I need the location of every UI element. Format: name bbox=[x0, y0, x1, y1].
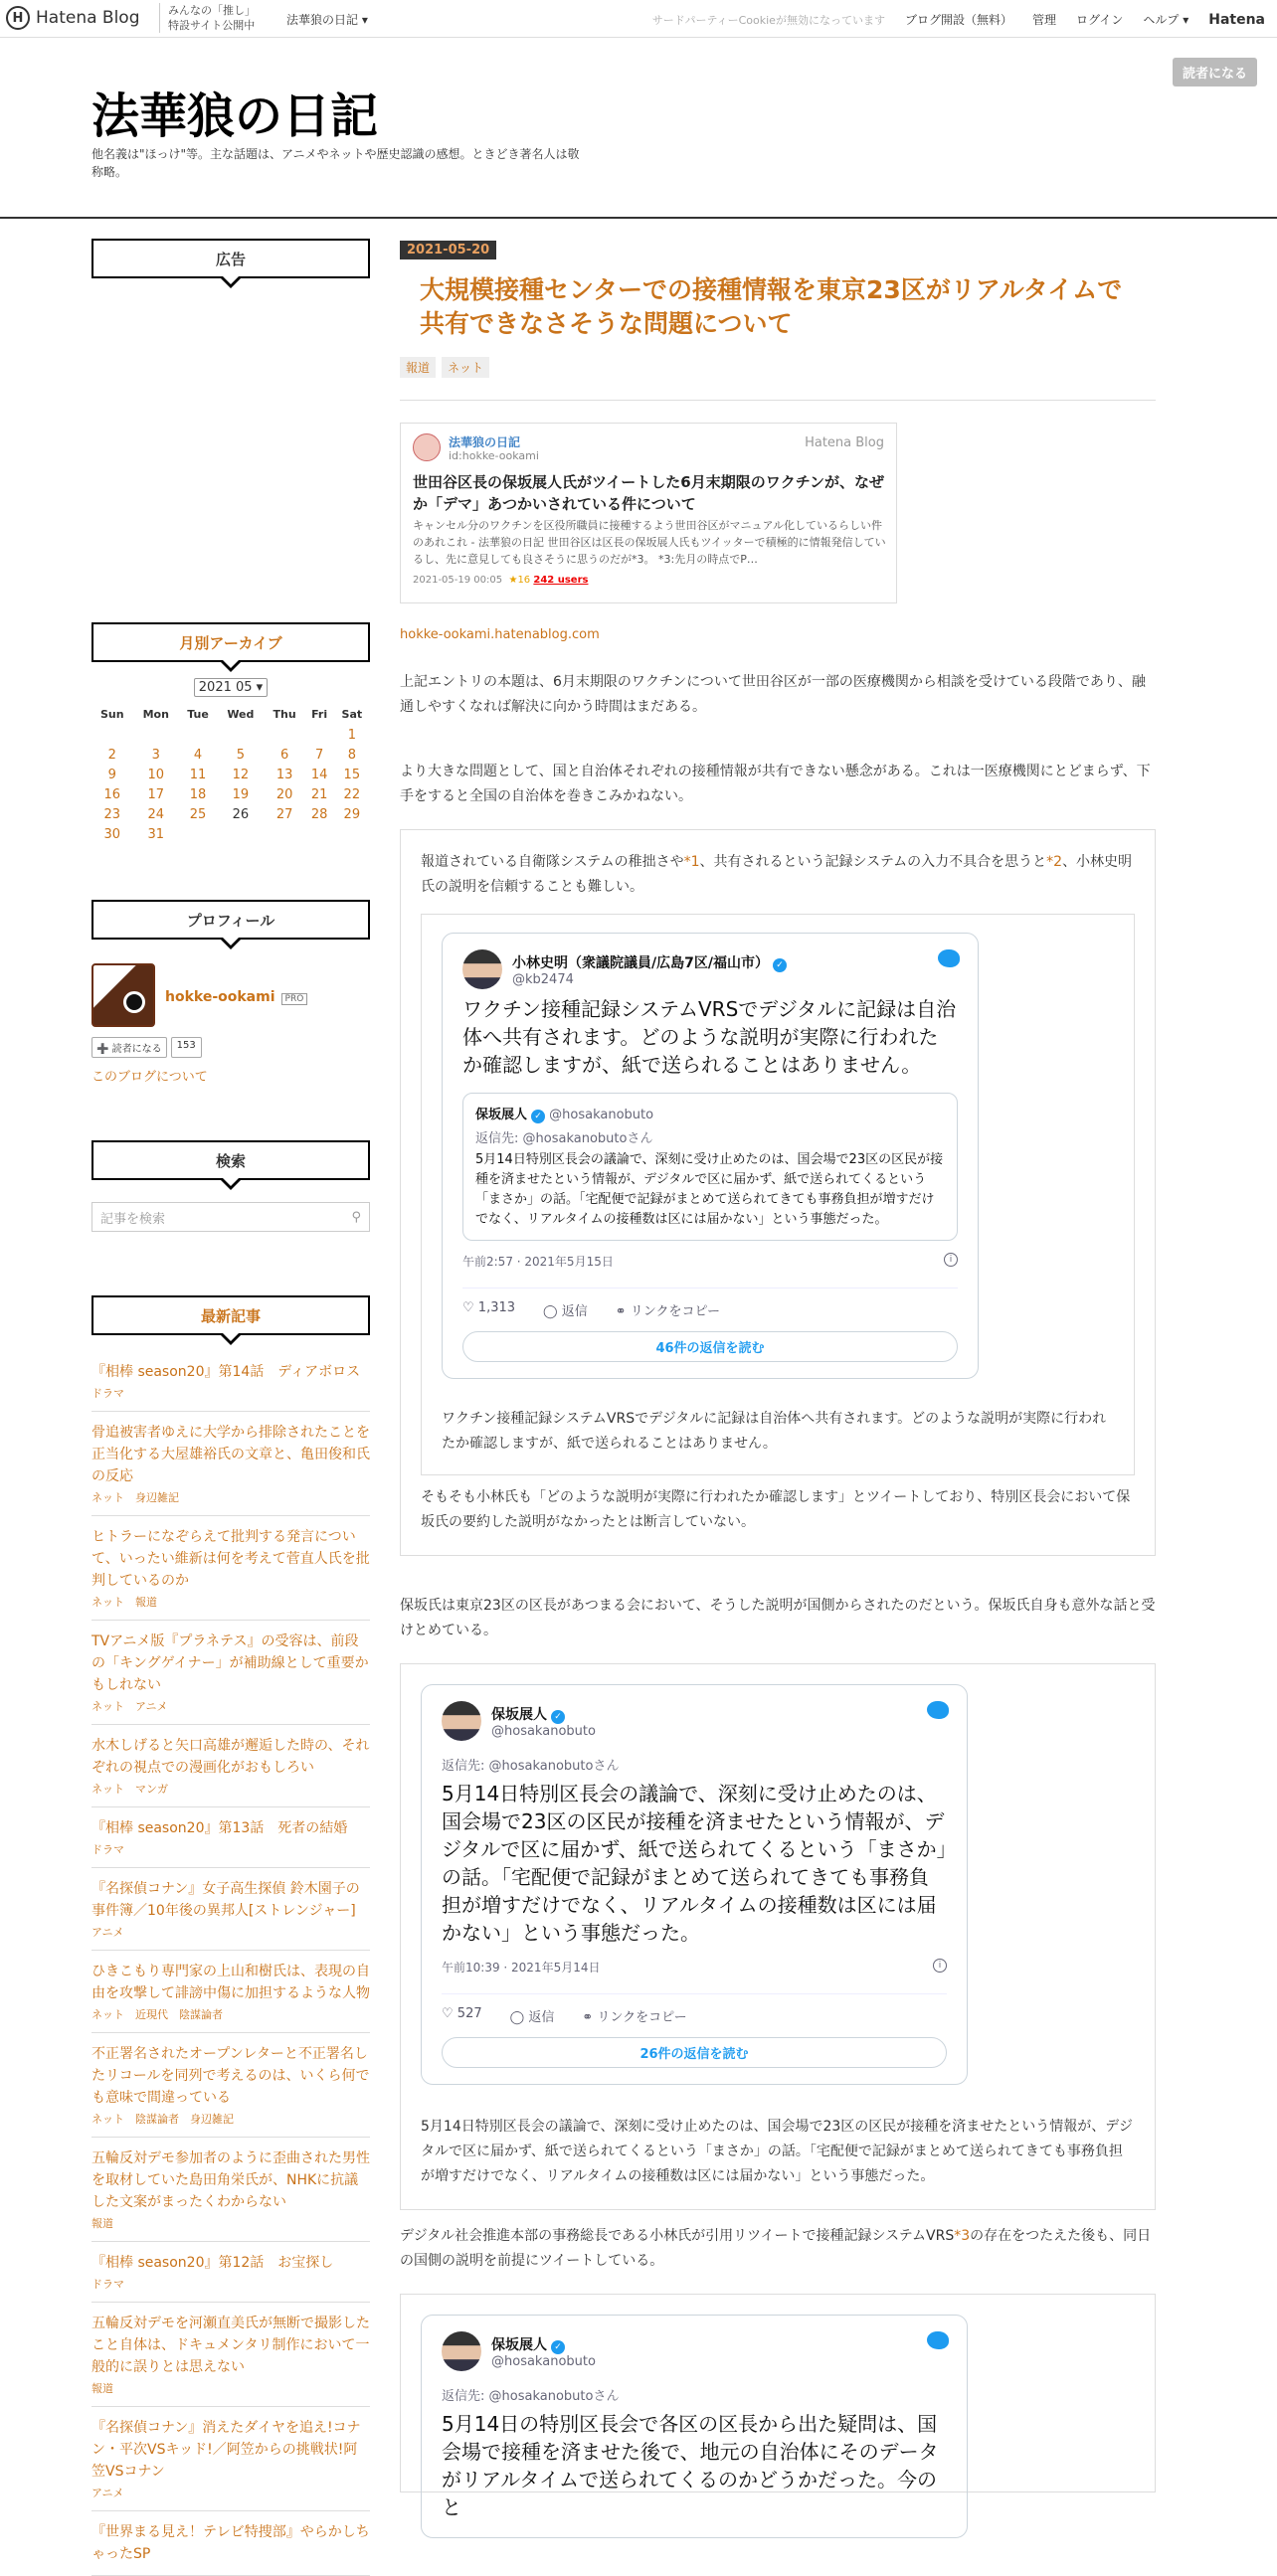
entry-title[interactable]: 大規模接種センターでの接種情報を東京23区がリアルタイムで共有できなさそうな問題について bbox=[420, 275, 1123, 338]
entry bbox=[400, 239, 1156, 2519]
recent-entry-title[interactable]: 不正署名されたオープンレターと不正署名したリコールを同列で考えるのは、いくら何でも意味で間違っている bbox=[91, 2046, 370, 2106]
category-tag[interactable]: 報道 bbox=[400, 357, 436, 378]
recent-entry-categories[interactable]: ネット マンガ bbox=[91, 1783, 168, 1796]
calendar-day[interactable]: 2 bbox=[107, 747, 116, 763]
avatar[interactable] bbox=[442, 2331, 481, 2371]
cookie-notice: サードパーティーCookieが無効になっています bbox=[651, 13, 885, 27]
recent-entry-title[interactable]: 五輪反対デモ参加者のように歪曲された男性を取材していた島田角栄氏が、NHKに抗議した文案がまったくわからない bbox=[91, 2150, 370, 2210]
twitter-bird-icon[interactable] bbox=[927, 2331, 949, 2349]
recent-entry-categories[interactable]: ドラマ bbox=[91, 1387, 124, 1400]
verified-icon: ✓ bbox=[531, 1110, 545, 1123]
tweet-timestamp[interactable]: 午前2:57 · 2021年5月15日 bbox=[462, 1255, 614, 1269]
calendar-day[interactable]: 29 bbox=[343, 806, 361, 822]
recent-entry bbox=[91, 2033, 370, 2138]
paragraph: より大きな問題として、国と自治体それぞれの接種情報が共有できない懸念がある。これは一医療機関にとどまらず、下手をすると全国の自治体を巻きこみかねない。 bbox=[400, 764, 1151, 804]
profile-module-title: プロフィール bbox=[91, 900, 370, 940]
card-title: 世田谷区長の保坂展人氏がツイートした6月末期限のワクチンが、なぜか「デマ」あつかいされている件について bbox=[413, 473, 884, 513]
quoted-tweet[interactable]: 保坂展人 ✓ @hosakanobuto 返信先: @hosakanobutoさん 5月14日特別区長会の議論で、深刻に受け止めたのは、国会場で23区の区民が接種を済ませたという情報が、デジタルで区に届かず、紙で送られてくるという「まさか」の話。「宅配便で記録がまとめて送られてきても事務負担が増すだけでなく、リアルタイムの接種数は区には届かない」という事態だった。 bbox=[462, 1093, 958, 1241]
calendar-day[interactable]: 4 bbox=[193, 747, 203, 763]
calendar-day[interactable]: 21 bbox=[310, 786, 328, 802]
blockquote bbox=[400, 829, 1156, 1556]
recent-entry-categories[interactable]: ドラマ bbox=[91, 1843, 124, 1856]
embedded-blog-card[interactable]: 法華狼の日記 id:hokke-ookami Hatena Blog 世田谷区長の保坂展人氏がツイートした6月末期限のワクチンが、なぜか「デマ」あつかいされている件について キャンセル分のワクチンを区役所職員に接種するよう世田谷区がマニュアル化しているらしい件のあれこれ - 法華狼の日記 世田谷区は区長の保坂展人氏もツイッターで積極的に情報発信しているし、先に意見しても良さそうに思うのだが*3。 *3:先月の時点でP… 2021-05-19 00:05 ★16 242 users bbox=[400, 423, 897, 603]
card-domain-link[interactable]: hokke-ookami.hatenablog.com bbox=[400, 627, 600, 642]
entry-date[interactable]: 2021-05-20 bbox=[400, 241, 496, 259]
like-button[interactable]: ♡ 1,313 bbox=[462, 1300, 516, 1315]
follower-count: 153 bbox=[171, 1037, 202, 1058]
recent-entry bbox=[91, 2303, 370, 2407]
copy-link-button[interactable]: ⚭ リンクをコピー bbox=[615, 1304, 720, 1319]
quote-text: 報道されている自衛隊システムの稚拙さや*1、共有されるという記録システムの入力不具合を思うと*2、小林史明氏の説明を信頼することも難しい。 bbox=[421, 854, 1133, 895]
hatena-logo-icon: H bbox=[6, 6, 30, 30]
calendar-day[interactable]: 18 bbox=[189, 786, 207, 802]
calendar-day[interactable]: 5 bbox=[236, 747, 245, 763]
recent-entry-title[interactable]: TVアニメ版『プラネテス』の受容は、前段の「キングゲイナー」が補助線として重要かもしれない bbox=[91, 1633, 369, 1693]
calendar-day[interactable]: 22 bbox=[343, 786, 361, 802]
blog-header bbox=[0, 38, 1277, 219]
recent-entry bbox=[91, 1412, 370, 1516]
paragraph: デジタル社会推進本部の事務総長である小林氏が引用リツイートで接種記録システムVRS*3の存在をつたえた後も、同日の国側の説明を前提にツイートしている。 bbox=[400, 2228, 1152, 2269]
weekday-label: Sun bbox=[99, 707, 124, 721]
recent-entry-title[interactable]: ひきこもり専門家の上山和樹氏は、表現の自由を攻撃して誹謗中傷に加担するような人物 bbox=[91, 1964, 370, 2001]
recent-entry bbox=[91, 1868, 370, 1951]
calendar-day bbox=[179, 725, 217, 745]
read-replies-button[interactable]: 46件の返信を読む bbox=[462, 1331, 958, 1362]
tweet-caption: ワクチン接種記録システムVRSでデジタルに記録は自治体へ共有されます。どのような説明が実際に行われたか確認しますが、紙で送られることはありません。 bbox=[442, 1411, 1107, 1452]
recent-entry-title[interactable]: 『相棒 season20』第13話 死者の結婚 bbox=[91, 1820, 348, 1836]
calendar-day bbox=[265, 824, 305, 844]
calendar-day[interactable]: 30 bbox=[103, 826, 121, 842]
bookmark-users[interactable]: 242 users bbox=[533, 575, 589, 586]
recent-entry bbox=[91, 2242, 370, 2303]
recent-entry-categories[interactable]: ネット 近現代 陰謀論者 bbox=[91, 2008, 223, 2021]
search-icon[interactable]: ⚲ bbox=[351, 1209, 361, 1225]
tweet-timestamp[interactable]: 午前10:39 · 2021年5月14日 bbox=[442, 1961, 601, 1975]
calendar-day[interactable]: 14 bbox=[310, 767, 328, 782]
weekday-label: Fri bbox=[311, 707, 328, 721]
card-excerpt: キャンセル分のワクチンを区役所職員に接種するよう世田谷区がマニュアル化しているらしい件のあれこれ - 法華狼の日記 世田谷区は区長の保坂展人氏もツイッターで積極的に情報発信しているし、先に意見しても良さそうに思うのだが*3。 *3:先月の時点でP… bbox=[413, 519, 886, 566]
recent-entry bbox=[91, 1621, 370, 1725]
archive-module-title: 月別アーカイブ bbox=[91, 622, 370, 662]
embedded-tweet[interactable]: 小林史明（衆議院議員/広島7区/福山市） ✓ @kb2474 ワクチン接種記録システムVRSでデジタルに記録は自治体へ共有されます。どのような説明が実際に行われたか確認しますが、紙で送られることはありません。 保坂展人 ✓ @hosakanobuto 返信先: @hosakanobutoさん 5月14日特別区長会の議論で、深刻に受け止めたのは、国会場で23区の区民が接種を済ませたという情報が、デジタルで区に届かず、紙で送られてくるという「まさか」の話。「宅配便で記録がまとめて送られてきても事務負担が増すだけでなく、リアルタイムの接種数は区には届かない」という事態だった。 午前2:57 · 2021年5月15日 i ♡ 1,313 ◯ 返信 ⚭ リンクをコピー 46件の返信を読む bbox=[442, 933, 979, 1379]
quote-text: そもそも小林氏も「どのような説明が実際に行われたか確認します」とツイートしており、特別区長会において保坂氏の要約した説明がなかったとは断言していない。 bbox=[421, 1489, 1131, 1530]
calendar-day[interactable]: 6 bbox=[279, 747, 289, 763]
twitter-bird-icon[interactable] bbox=[938, 949, 960, 967]
calendar-day[interactable]: 27 bbox=[275, 806, 293, 822]
calendar-day[interactable]: 19 bbox=[232, 786, 250, 802]
calendar-day[interactable]: 13 bbox=[275, 767, 293, 782]
calendar-day bbox=[305, 824, 334, 844]
about-blog-link[interactable]: このブログについて bbox=[91, 1070, 208, 1085]
read-replies-button[interactable]: 26件の返信を読む bbox=[442, 2037, 947, 2068]
tweet-body: 5月14日の特別区長会で各区の区長から出た疑問は、国会場で接種を済ませた後で、地元の自治体にそのデータがリアルタイムで送られてくるのかどうかだった。今のと bbox=[442, 2412, 939, 2519]
nested-quote bbox=[421, 914, 1135, 1475]
calendar-day[interactable]: 16 bbox=[103, 786, 121, 802]
calendar-day[interactable]: 20 bbox=[275, 786, 293, 802]
calendar-day bbox=[179, 824, 217, 844]
recent-entry-title[interactable]: 水木しげると矢口高雄が邂逅した時の、それぞれの視点での漫画化がおもしろい bbox=[91, 1738, 370, 1776]
calendar-day bbox=[334, 824, 370, 844]
reply-button[interactable]: ◯ 返信 bbox=[509, 2010, 555, 2025]
calendar-day bbox=[217, 824, 265, 844]
archive-month-select[interactable]: 2021 05 ▾ bbox=[194, 678, 268, 697]
recent-entry-title[interactable]: 『世界まる見え！テレビ特捜部』やらかしちゃったSP bbox=[91, 2524, 370, 2562]
profile-avatar[interactable] bbox=[91, 963, 155, 1027]
footnote-link[interactable]: *2 bbox=[1046, 854, 1063, 870]
blog-description: 他名義は"ほっけ"等。主な話題は、アニメやネットや歴史認識の感想。ときどき著名人は敬称略。 bbox=[91, 147, 580, 179]
recent-module-title: 最新記事 bbox=[91, 1295, 370, 1335]
recent-entry-title[interactable]: 五輪反対デモを河瀬直美氏が無断で撮影したこと自体は、ドキュメンタリ制作において一般的に誤りとは思えない bbox=[91, 2316, 370, 2375]
recent-entry bbox=[91, 1516, 370, 1621]
calendar-day[interactable]: 3 bbox=[151, 747, 160, 763]
paragraph: 上記エントリの本題は、6月末期限のワクチンについて世田谷区が一部の医療機関から相談を受けている段階であり、融通しやすくなれば解決に向かう時間はまだある。 bbox=[400, 674, 1146, 715]
hatena-link[interactable]: Hatena bbox=[1208, 11, 1265, 28]
sidebar bbox=[91, 239, 370, 2576]
recent-entry-categories[interactable]: 報道 bbox=[91, 2217, 113, 2230]
calendar-day[interactable]: 31 bbox=[147, 826, 165, 842]
search-module-title: 検索 bbox=[91, 1140, 370, 1180]
start-blog-link[interactable]: ブログ開設（無料） bbox=[904, 13, 1012, 27]
recent-entry-categories[interactable]: ネット 身辺雑記 bbox=[91, 1491, 179, 1504]
hatena-blog-logo[interactable]: H Hatena Blog bbox=[6, 6, 140, 30]
calendar-day bbox=[91, 725, 133, 745]
blog-avatar-icon bbox=[413, 433, 441, 461]
tweet-body: 5月14日特別区長会の議論で、深刻に受け止めたのは、国会場で23区の区民が接種を済ませたという情報が、デジタルで区に届かず、紙で送られてくるという「まさか」の話。「宅配便で記録がまとめて送られてきても事務負担が増すだけでなく、リアルタイムの接種数は区には届かない」という事態だった。 bbox=[442, 1782, 947, 1945]
weekday-label: Thu bbox=[273, 707, 296, 721]
recent-entry-categories[interactable]: アニメ bbox=[91, 2487, 124, 2499]
embedded-tweet[interactable]: 保坂展人 ✓ @hosakanobuto 返信先: @hosakanobutoさん 5月14日の特別区長会で各区の区長から出た疑問は、国会場で接種を済ませた後で、地元の自治体にそのデータがリアルタイムで送られてくるのかどうかだった。今のと bbox=[421, 2315, 968, 2538]
recent-entry-title[interactable]: ヒトラーになぞらえて批判する発言について、いったい維新は何を考えて菅直人氏を批判しているのか bbox=[91, 1529, 370, 1589]
reply-button[interactable]: ◯ 返信 bbox=[543, 1304, 588, 1319]
calendar-day: 26 bbox=[232, 806, 250, 822]
recent-entry bbox=[91, 2138, 370, 2242]
recent-entry bbox=[91, 1725, 370, 1807]
footnote-link[interactable]: *3 bbox=[954, 2228, 971, 2244]
calendar-day[interactable]: 8 bbox=[347, 747, 356, 763]
ad-module-title: 広告 bbox=[91, 239, 370, 278]
recent-entry-categories[interactable]: ネット 陰謀論者 身辺雑記 bbox=[91, 2113, 234, 2126]
blockquote bbox=[400, 2294, 1156, 2519]
star-count: ★16 bbox=[508, 575, 531, 586]
weekday-label: Sat bbox=[341, 707, 363, 721]
embedded-tweet[interactable]: 保坂展人 ✓ @hosakanobuto 返信先: @hosakanobutoさん 5月14日特別区長会の議論で、深刻に受け止めたのは、国会場で23区の区民が接種を済ませたという情報が、デジタルで区に届かず、紙で送られてくるという「まさか」の話。「宅配便で記録がまとめて送られてきても事務負担が増すだけでなく、リアルタイムの接種数は区には届かない」という事態だった。 午前10:39 · 2021年5月14日 i ♡ 527 ◯ 返信 ⚭ リンクをコピー 26件の返信を読む bbox=[421, 1684, 968, 2085]
info-icon[interactable]: i bbox=[944, 1253, 958, 1267]
recent-entries-list bbox=[91, 1351, 370, 2576]
copy-link-button[interactable]: ⚭ リンクをコピー bbox=[582, 2010, 687, 2025]
tweet-caption: 5月14日特別区長会の議論で、深刻に受け止めたのは、国会場で23区の区民が接種を済ませたという情報が、デジタルで区に届かず、紙で送られてくるという「まさか」の話。「宅配便で記録がまとめて送られてきても事務負担が増すだけでなく、リアルタイムの接種数は区には届かない」という事態だった。 bbox=[421, 2119, 1133, 2184]
recent-entry-title[interactable]: 『相棒 season20』第12話 お宝探し bbox=[91, 2255, 334, 2271]
calendar-day[interactable]: 24 bbox=[147, 806, 165, 822]
calendar-day[interactable]: 10 bbox=[147, 767, 165, 782]
recent-entry-categories[interactable]: アニメ bbox=[91, 1926, 124, 1939]
calendar-day[interactable]: 25 bbox=[189, 806, 207, 822]
avatar[interactable] bbox=[442, 1701, 481, 1741]
recent-entry bbox=[91, 2511, 370, 2576]
info-icon[interactable]: i bbox=[933, 1959, 947, 1973]
subscribe-button[interactable]: 読者になる bbox=[1173, 58, 1257, 86]
avatar[interactable] bbox=[462, 949, 502, 989]
archive-calendar bbox=[91, 703, 370, 844]
global-header bbox=[0, 0, 1277, 38]
footnote-link[interactable]: *1 bbox=[683, 854, 700, 870]
weekday-label: Wed bbox=[227, 707, 255, 721]
recent-entry-title[interactable]: 骨追被害者ゆえに大学から排除されたことを正当化する大屋雄裕氏の文章と、亀田俊和氏の反応 bbox=[91, 1425, 370, 1484]
verified-icon: ✓ bbox=[551, 2340, 565, 2354]
calendar-day bbox=[265, 725, 305, 745]
recent-entry bbox=[91, 1807, 370, 1868]
verified-icon: ✓ bbox=[551, 1710, 565, 1724]
blog-title[interactable]: 法華狼の日記 bbox=[91, 88, 379, 144]
calendar-day[interactable]: 7 bbox=[314, 747, 324, 763]
pro-badge: PRO bbox=[281, 993, 308, 1005]
calendar-day bbox=[217, 725, 265, 745]
tweet-body: ワクチン接種記録システムVRSでデジタルに記録は自治体へ共有されます。どのような説明が実際に行われたか確認しますが、紙で送られることはありません。 bbox=[462, 997, 957, 1077]
hatena-blog-brand: Hatena Blog bbox=[805, 435, 884, 450]
manage-link[interactable]: 管理 bbox=[1031, 13, 1056, 27]
recent-entry-categories[interactable]: 報道 bbox=[91, 2382, 113, 2395]
promo-link[interactable]: みんなの「推し」 特設サイト公開中 bbox=[159, 3, 269, 33]
calendar-day[interactable]: 15 bbox=[343, 767, 361, 782]
recent-entry bbox=[91, 2407, 370, 2511]
calendar-day[interactable]: 11 bbox=[189, 767, 207, 782]
calendar-day bbox=[133, 725, 179, 745]
calendar-day[interactable]: 23 bbox=[103, 806, 121, 822]
weekday-label: Mon bbox=[142, 707, 169, 721]
recent-entry-categories[interactable]: ドラマ bbox=[91, 2278, 124, 2291]
recent-entry-categories[interactable]: ネット アニメ bbox=[91, 1700, 168, 1713]
verified-icon: ✓ bbox=[773, 958, 787, 972]
recent-entry-title[interactable]: 『相棒 season20』第14話 ディアボロス bbox=[91, 1364, 361, 1380]
blockquote bbox=[400, 1663, 1156, 2210]
calendar-day[interactable]: 9 bbox=[107, 767, 116, 782]
ad-space bbox=[91, 278, 370, 622]
login-link[interactable]: ログイン bbox=[1075, 13, 1124, 27]
twitter-bird-icon[interactable] bbox=[927, 1701, 949, 1719]
help-dropdown[interactable]: ヘルプ ▾ bbox=[1143, 13, 1189, 27]
calendar-day[interactable]: 28 bbox=[310, 806, 328, 822]
search-input[interactable]: 記事を検索 ⚲ bbox=[91, 1202, 370, 1232]
recent-entry bbox=[91, 1351, 370, 1412]
like-button[interactable]: ♡ 527 bbox=[442, 2006, 482, 2021]
weekday-label: Tue bbox=[187, 707, 209, 721]
recent-entry-categories[interactable]: ネット 報道 bbox=[91, 1596, 157, 1609]
recent-entry bbox=[91, 1951, 370, 2033]
calendar-day[interactable]: 12 bbox=[232, 767, 250, 782]
calendar-day[interactable]: 1 bbox=[347, 727, 356, 743]
paragraph: 保坂氏は東京23区の区長があつまる会において、そうした説明が国側からされたのだという。保坂氏自身も意外な話と受けとめている。 bbox=[400, 1598, 1156, 1638]
follow-button[interactable]: ➕ 読者になる bbox=[91, 1037, 167, 1058]
calendar-day[interactable]: 17 bbox=[147, 786, 165, 802]
recent-entry-title[interactable]: 『名探偵コナン』女子高生探偵 鈴木園子の事件簿／10年後の異邦人[ストレンジャー] bbox=[91, 1881, 360, 1919]
blog-menu-dropdown[interactable]: 法華狼の日記 ▾ bbox=[286, 13, 368, 27]
profile-name[interactable]: hokke-ookami bbox=[165, 988, 275, 1005]
recent-entry-title[interactable]: 『名探偵コナン』消えたダイヤを追え!コナン・平次VSキッド!／阿笠からの挑戦状!阿笠VSコナン bbox=[91, 2420, 361, 2480]
category-tag[interactable]: ネット bbox=[442, 357, 489, 378]
calendar-day bbox=[305, 725, 334, 745]
